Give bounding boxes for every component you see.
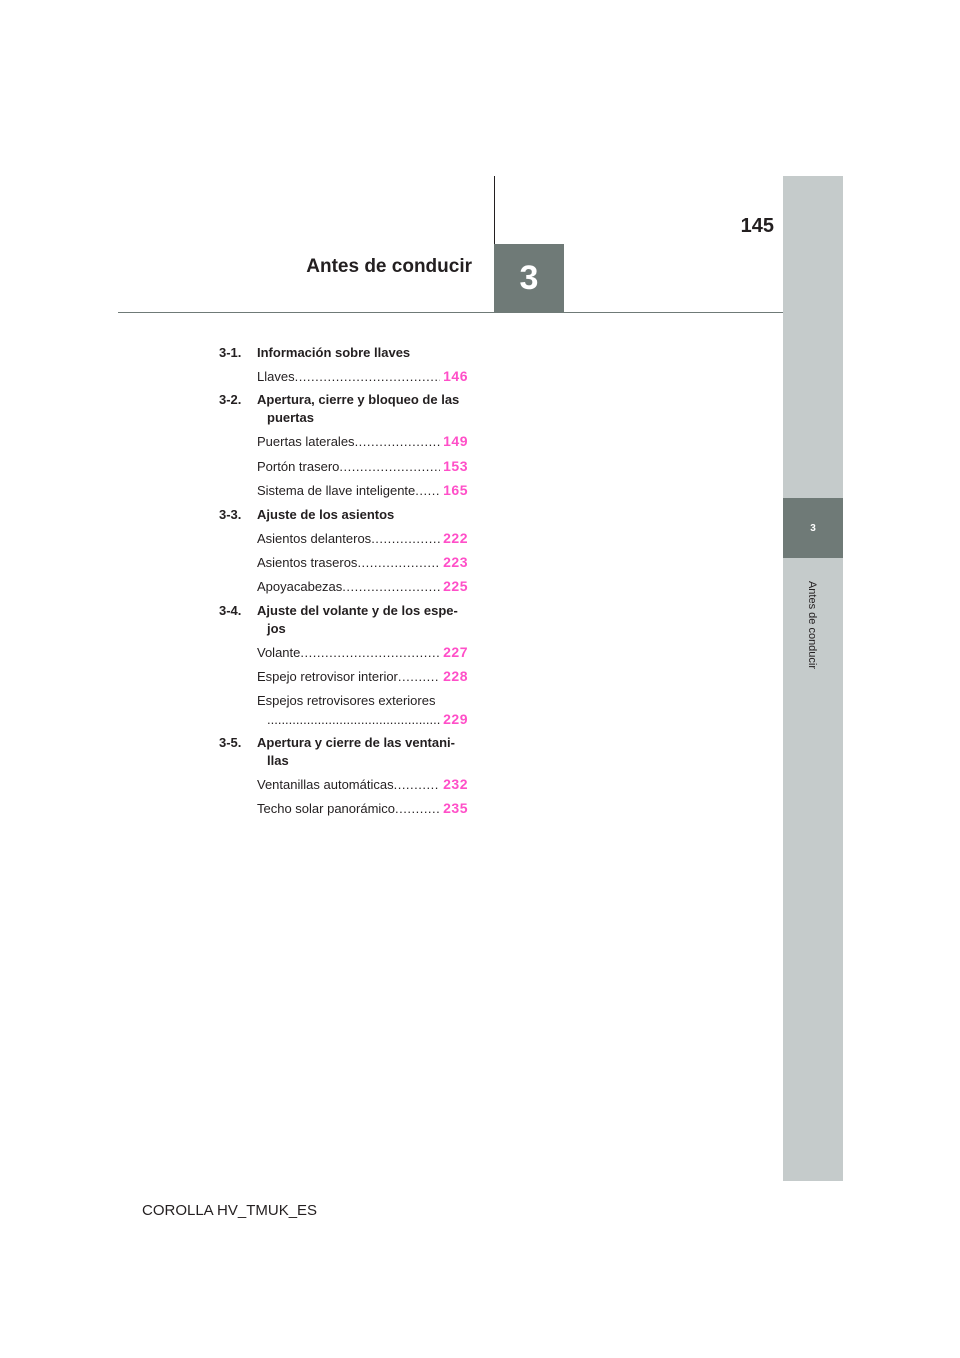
section-title: Apertura, cierre y bloqueo de las xyxy=(257,392,460,408)
entry-page-link[interactable]: 153 xyxy=(443,457,468,474)
entry-continuation xyxy=(257,710,468,729)
section-title-continuation: llas xyxy=(267,752,289,768)
entry-page-link[interactable]: 149 xyxy=(443,433,468,450)
header-divider-horizontal xyxy=(118,312,783,313)
dot-leader xyxy=(342,578,440,596)
entry-label: Espejo retrovisor interior xyxy=(257,669,398,685)
entry-page-link[interactable]: 223 xyxy=(443,553,468,570)
chapter-number-box: 3 xyxy=(494,244,564,313)
section-number: 3-4. xyxy=(219,602,242,618)
entry-page-link[interactable]: 228 xyxy=(443,668,468,685)
dot-leader xyxy=(357,554,440,572)
entry-label: Techo solar panorámico xyxy=(257,801,396,817)
entry-label: Asientos traseros xyxy=(257,554,358,570)
dot-leader xyxy=(295,368,441,386)
section-title: Ajuste de los asientos xyxy=(257,506,395,522)
entry-page-link[interactable]: 165 xyxy=(443,482,468,499)
dot-leader xyxy=(415,482,440,500)
toc-entry[interactable] xyxy=(257,481,468,500)
entry-label: Ventanillas automáticas xyxy=(257,776,394,792)
section-title-block xyxy=(257,391,468,427)
entry-label: Sistema de llave inteligente xyxy=(257,483,416,499)
toc-entry[interactable] xyxy=(257,577,468,596)
entry-label: Portón trasero xyxy=(257,458,340,474)
section-title: Información sobre llaves xyxy=(257,345,411,360)
dot-leader xyxy=(300,644,440,662)
entry-label: Asientos delanteros xyxy=(257,530,372,546)
entry-label: Volante xyxy=(257,644,301,660)
sidebar-chapter-tab[interactable]: 3 xyxy=(783,498,843,558)
section-number: 3-2. xyxy=(219,392,242,408)
toc-entry[interactable] xyxy=(257,457,468,476)
toc-entry[interactable] xyxy=(257,775,468,794)
toc-entry[interactable] xyxy=(257,799,468,818)
dot-leader xyxy=(339,458,440,476)
dot-leader xyxy=(394,776,441,794)
section-number: 3-3. xyxy=(219,506,242,522)
page-number: 145 xyxy=(740,215,774,237)
toc-entry[interactable] xyxy=(257,553,468,572)
entry-page-link[interactable]: 146 xyxy=(443,368,468,384)
toc-entry[interactable] xyxy=(257,643,468,662)
toc-section xyxy=(219,506,468,524)
toc-entry[interactable] xyxy=(257,529,468,548)
table-of-contents xyxy=(219,344,468,824)
section-title: Ajuste del volante y de los espe- xyxy=(257,602,458,618)
entry-page-link[interactable]: 225 xyxy=(443,578,468,595)
toc-entry[interactable] xyxy=(257,692,468,729)
dot-leader xyxy=(398,668,440,686)
section-number: 3-5. xyxy=(219,734,242,750)
dot-leader xyxy=(267,711,440,729)
entry-label: Apoyacabezas xyxy=(257,579,343,595)
dot-leader xyxy=(355,433,441,451)
section-number: 3-1. xyxy=(219,345,242,360)
entry-label: Puertas laterales xyxy=(257,434,355,450)
entry-label: Espejos retrovisores exteriores xyxy=(257,692,436,708)
entry-page-link[interactable]: 235 xyxy=(443,800,468,817)
toc-section xyxy=(219,734,468,770)
toc-section xyxy=(219,391,468,427)
entry-label: Llaves xyxy=(257,369,295,384)
header-divider-vertical xyxy=(494,176,495,244)
document-footer: COROLLA HV_TMUK_ES xyxy=(142,1202,318,1219)
entry-page-link[interactable]: 232 xyxy=(443,775,468,792)
dot-leader xyxy=(371,530,440,548)
toc-section xyxy=(219,602,468,638)
section-title-continuation: puertas xyxy=(267,410,314,426)
entry-page-link[interactable]: 227 xyxy=(443,643,468,660)
section-title-continuation: jos xyxy=(267,620,286,636)
toc-entry[interactable] xyxy=(257,432,468,451)
entry-page-link[interactable]: 222 xyxy=(443,529,468,546)
sidebar-chapter-label: Antes de conducir xyxy=(806,580,818,670)
section-title-block xyxy=(257,734,468,770)
toc-entry[interactable] xyxy=(257,667,468,686)
dot-leader xyxy=(395,800,440,818)
toc-entry[interactable] xyxy=(257,367,468,386)
section-title: Apertura y cierre de las ventani- xyxy=(257,734,455,750)
entry-page-link[interactable]: 229 xyxy=(443,710,468,727)
chapter-title: Antes de conducir xyxy=(306,256,472,277)
section-title-block xyxy=(257,602,468,638)
toc-section xyxy=(219,344,468,362)
